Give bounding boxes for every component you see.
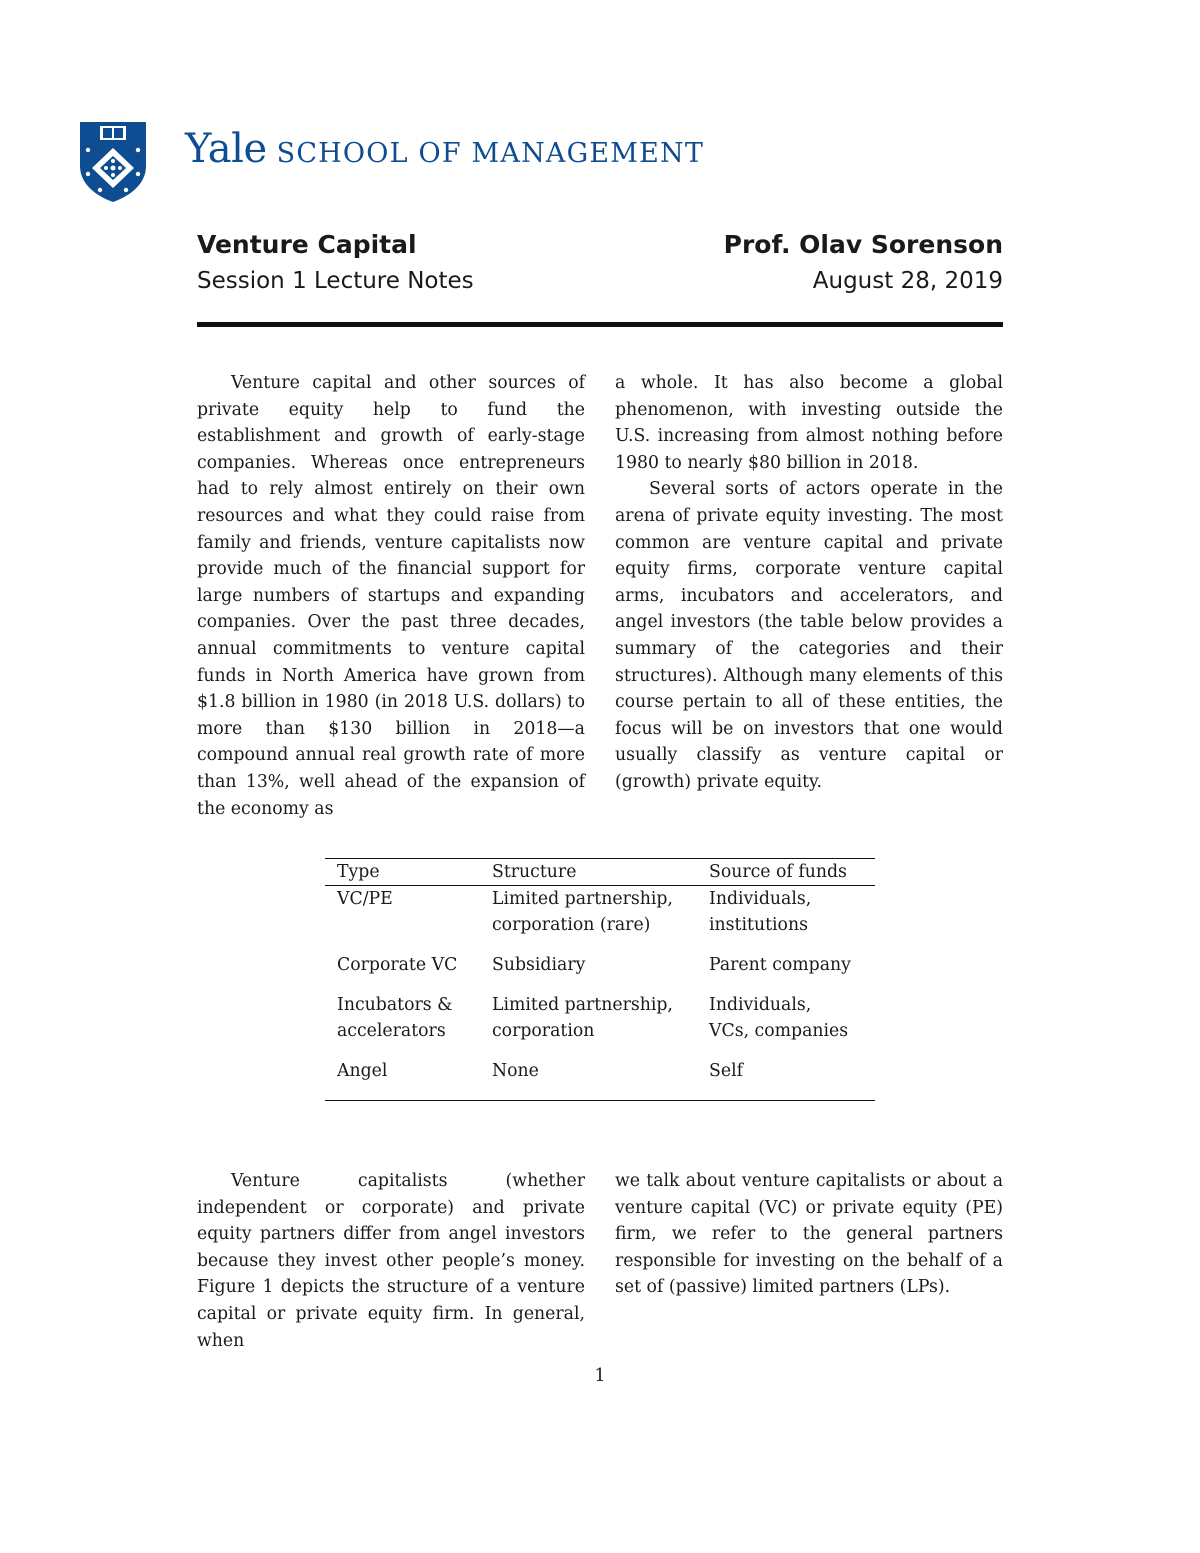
cell-line: VC/PE bbox=[337, 889, 393, 909]
cell-line: accelerators bbox=[337, 1021, 446, 1041]
investor-types-table bbox=[325, 858, 875, 1101]
table-cell bbox=[480, 886, 697, 953]
intro-columns bbox=[197, 370, 1003, 822]
cell-line: institutions bbox=[709, 915, 808, 935]
table-cell bbox=[697, 886, 875, 953]
table-row bbox=[325, 952, 875, 992]
table-cell bbox=[325, 992, 480, 1058]
table-header: Structure bbox=[480, 859, 697, 886]
table-header: Type bbox=[325, 859, 480, 886]
cell-line: corporation (rare) bbox=[492, 915, 651, 935]
body-column-right bbox=[615, 1168, 1003, 1354]
header-rule bbox=[197, 322, 1003, 327]
cell-line: Individuals, bbox=[709, 995, 812, 1015]
intro-column-right bbox=[615, 370, 1003, 822]
paragraph: Venture capitalists (whether independent or corporate) and private equity partners differ from angel investors because they invest other people’s money. Figure 1 depicts the structure of a venture capital or private equity firm. In general, when bbox=[197, 1171, 585, 1351]
wordmark-school: SCHOOL OF MANAGEMENT bbox=[276, 138, 705, 169]
table-cell bbox=[697, 952, 875, 992]
wordmark-yale: Yale bbox=[185, 126, 267, 172]
table-row bbox=[325, 886, 875, 953]
paragraph: Several sorts of actors operate in the arena of private equity investing. The most common are venture capital and private equity firms, corporate venture capital arms, incubators and accelerators, and angel investors (the table below provides a summary of the categories and their structures). Although many elements of this course pertain to all of these entities, the focus will be on investors that one would usually classify as venture capital or (growth) private equity. bbox=[615, 479, 1003, 792]
table-header-row bbox=[325, 859, 875, 886]
cell-line: Corporate VC bbox=[337, 955, 458, 975]
cell-line: corporation bbox=[492, 1021, 595, 1041]
table-cell bbox=[325, 886, 480, 953]
body-columns bbox=[197, 1168, 1003, 1354]
yale-shield-icon bbox=[78, 120, 148, 204]
school-wordmark bbox=[185, 126, 704, 176]
header-right bbox=[724, 228, 1003, 298]
cell-line: None bbox=[492, 1061, 539, 1081]
cell-line: Limited partnership, bbox=[492, 889, 673, 909]
intro-column-left bbox=[197, 370, 585, 822]
table-row bbox=[325, 1058, 875, 1101]
cell-line: VCs, companies bbox=[709, 1021, 849, 1041]
table-cell bbox=[480, 992, 697, 1058]
page-number: 1 bbox=[594, 1366, 606, 1386]
table-cell bbox=[325, 952, 480, 992]
table-row bbox=[325, 992, 875, 1058]
cell-line: Parent company bbox=[709, 955, 851, 975]
cell-line: Individuals, bbox=[709, 889, 812, 909]
table-cell bbox=[697, 992, 875, 1058]
body-column-left bbox=[197, 1168, 585, 1354]
cell-line: Angel bbox=[337, 1061, 388, 1081]
paragraph: a whole. It has also become a global phenomenon, with investing outside the U.S. increasing from almost nothing before 1980 to nearly $80 billion in 2018. bbox=[615, 373, 1003, 473]
table-header: Source of funds bbox=[697, 859, 875, 886]
table-cell bbox=[480, 952, 697, 992]
table-cell bbox=[697, 1058, 875, 1101]
paragraph: we talk about venture capitalists or about a venture capital (VC) or private equity (PE) firm, we refer to the general partners responsible for investing on the behalf of a set of (passive) limited partners (LPs). bbox=[615, 1171, 1003, 1298]
cell-line: Incubators & bbox=[337, 995, 453, 1015]
session-subtitle: Session 1 Lecture Notes bbox=[197, 268, 474, 294]
professor-name: Prof. Olav Sorenson bbox=[723, 230, 1003, 259]
cell-line: Subsidiary bbox=[492, 955, 586, 975]
table-cell bbox=[325, 1058, 480, 1101]
header-left bbox=[197, 228, 474, 298]
table-cell bbox=[480, 1058, 697, 1101]
cell-line: Limited partnership, bbox=[492, 995, 673, 1015]
paragraph: Venture capital and other sources of private equity help to fund the establishment and growth of early-stage companies. Whereas once entrepreneurs had to rely almost entirely on their own resources and what they could raise from family and friends, venture capitalists now provide much of the financial support for large numbers of startups and expanding companies. Over the past three decades, annual commitments to venture capital funds in North America have grown from $1.8 billion in 1980 (in 2018 U.S. dollars) to more than $130 billion in 2018—a compound annual real growth rate of more than 13%, well ahead of the expansion of the economy as bbox=[197, 373, 585, 819]
course-title: Venture Capital bbox=[197, 230, 417, 259]
lecture-date: August 28, 2019 bbox=[812, 268, 1003, 294]
cell-line: Self bbox=[709, 1061, 743, 1081]
